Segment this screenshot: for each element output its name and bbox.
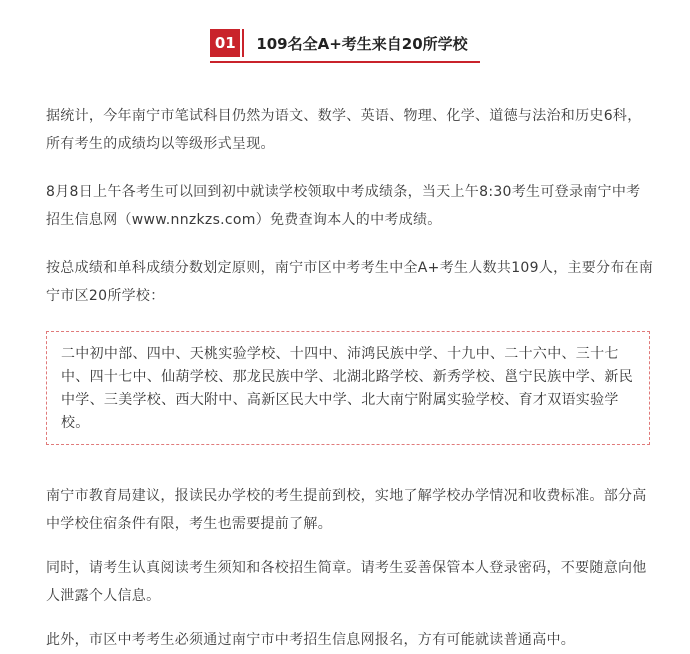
paragraph-password-notice: 同时，请考生认真阅读考生须知和各校招生简章。请考生妥善保管本人登录密码，不要随意向他人泄露个人信息。	[46, 560, 647, 604]
school-list-box	[46, 331, 650, 445]
school-list-text: 二中初中部、四中、天桃实验学校、十四中、沛鸿民族中学、十九中、二十六中、三十七中、四十七中、仙葫学校、那龙民族中学、北湖北路学校、新秀学校、邕宁民族中学、新民中学、三美学校、西大附中、高新区民大中学、北大南宁附属实验学校、育才双语实验学校。	[61, 346, 633, 431]
paragraph-registration-notice: 此外，市区中考考生必须通过南宁市中考招生信息网报名，方有可能就读普通高中。	[46, 632, 576, 648]
section-header	[0, 28, 690, 63]
paragraph-score-query: 8月8日上午各考生可以回到初中就读学校领取中考成绩条，当天上午8:30考生可登录南宁中考招生信息网（www.nnzkzs.com）免费查询本人的中考成绩。	[46, 184, 641, 228]
paragraph-statistics: 据统计，今年南宁市笔试科目仍然为语文、数学、英语、物理、化学、道德与法治和历史6科，所有考生的成绩均以等级形式呈现。	[46, 108, 642, 152]
paragraph-private-school-advice: 南宁市教育局建议，报读民办学校的考生提前到校，实地了解学校办学情况和收费标准。部分高中学校住宿条件有限，考生也需要提前了解。	[46, 488, 647, 532]
paragraph-distribution: 按总成绩和单科成绩分数划定原则，南宁市区中考考生中全A+考生人数共109人，主要分布在南宁市区20所学校：	[46, 260, 654, 304]
section-header-inner	[210, 28, 479, 63]
section-title: 109名全A+考生来自20所学校	[256, 34, 468, 53]
section-number-badge: 01	[210, 29, 240, 57]
